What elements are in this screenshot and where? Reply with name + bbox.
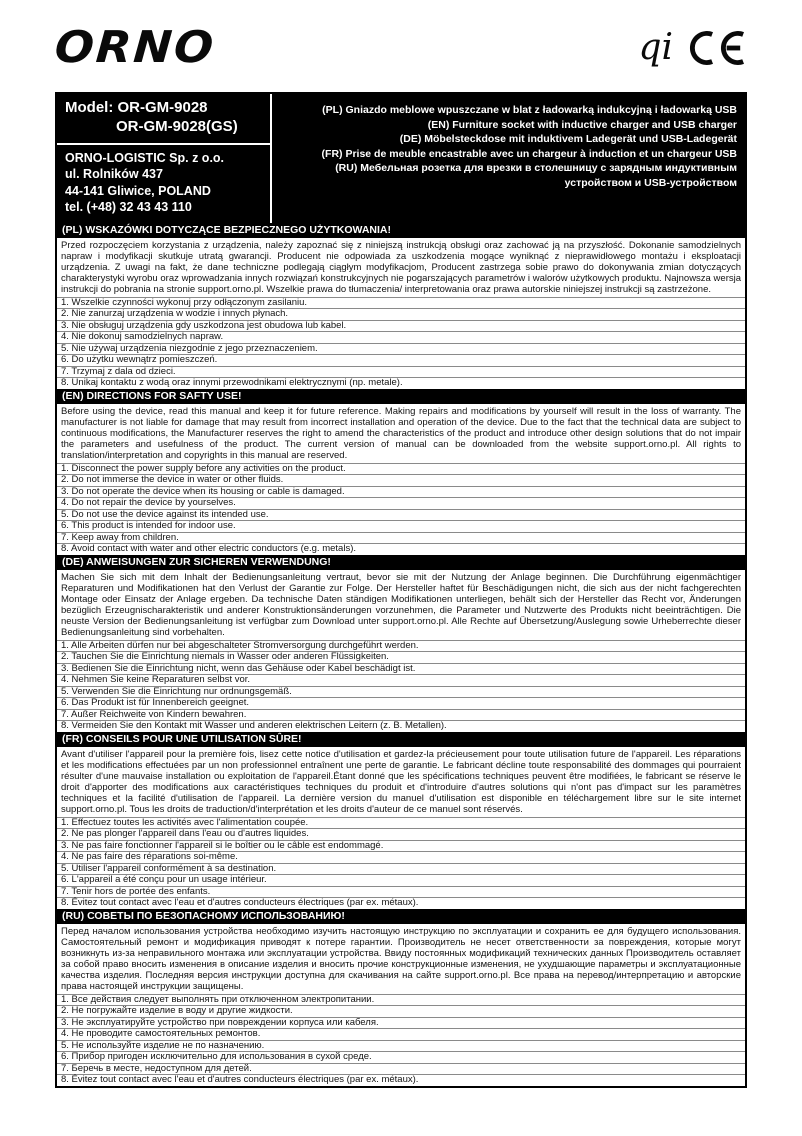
company-name: ORNO-LOGISTIC Sp. z o.o.: [65, 150, 225, 165]
qi-wireless-charging-icon: qi: [638, 27, 673, 68]
product-name-de: (DE) Möbelsteckdose mit induktivem Ladegerät und USB-Ladegerät: [399, 133, 737, 145]
list-item: 4. Nie dokonuj samodzielnych napraw.: [57, 332, 745, 344]
company-address: [57, 145, 270, 223]
list-item: 7. Außer Reichweite von Kindern bewahren.: [57, 710, 745, 722]
section-pl: [57, 223, 745, 389]
section-paragraph: Before using the device, read this manual and keep it for future reference. Making repairs and modifications by yourself will result in the loss of warranty. The manufacturer is not liable for damage that may result from incorrect installation and operation of the device. Due to the fact that the technical data are subject to continuous modifications, the Manufacturer reserves the right to amend the characteristics of the product and introduce other design solutions that do not impair the parameters and usefulness of the product. The current version of manual can be downloaded from the website support.orno.pl. All rights to translation/interpretation and copyrights in this manual are reserved.: [57, 404, 745, 464]
list-item: 1. Disconnect the power supply before any activities on the product.: [57, 464, 745, 476]
product-name-ru: (RU) Мебельная розетка для врезки в столешницу с зарядным индуктивным устройством и USB-устройством: [335, 162, 737, 189]
section-body-de: [57, 570, 745, 732]
section-body-en: [57, 404, 745, 555]
list-item: 3. Nie obsługuj urządzenia gdy uszkodzona jest obudowa lub kabel.: [57, 321, 745, 333]
list-item: 8. Vermeiden Sie den Kontakt mit Wasser und anderen elektrischen Leitern (z. B. Metallen).: [61, 720, 447, 731]
company-phone: tel. (+48) 32 43 43 110: [65, 200, 192, 214]
list-item: 3. Не эксплуатируйте устройство при повреждении корпуса или кабеля.: [57, 1018, 745, 1030]
section-paragraph: Machen Sie sich mit dem Inhalt der Bedienungsanleitung vertraut, bevor sie mit der Nutzung der Anlage beginnen. Die Durchführung eigenmächtiger Reparaturen und Modifikationen hat den Verlust der Garantie zur Folge. Der Hersteller haftet für Beschädigungen nicht, die sich aus der nicht fachgerechten Montage oder Einsatz der Anlage ergeben. Da technische Daten ständigen Modifikationen unterliegen, behält sich der Hersteller das Recht vor, Änderungen bezüglich Erzeugnischarakteristik und anderer Konstruktionsänderungen vorzunehmen, die Parameter und Nutzwerte des Produkts nicht beeinträchtigen. Die neuste Version der Bedienungsanleitung ist verfügbar zum Download unter support.orno.pl. Alle Rechte auf Übersetzung/Auslegung sowie Urheberrechte dieser Bedienungsanleitung sind vorbehalten.: [57, 570, 745, 641]
list-item: 2. Tauchen Sie die Einrichtung niemals in Wasser oder anderen Flüssigkeiten.: [57, 652, 745, 664]
list-item: 8. Avoid contact with water and other electric conductors (e.g. metals).: [61, 543, 356, 554]
list-item: 5. Do not use the device against its intended use.: [57, 510, 745, 522]
model-address-column: [57, 94, 272, 223]
list-item: 2. Ne pas plonger l'appareil dans l'eau ou d'autres liquides.: [57, 829, 745, 841]
section-header-de: (DE) ANWEISUNGEN ZUR SICHEREN VERWENDUNG!: [57, 555, 745, 570]
list-item: 7. Trzymaj z dala od dzieci.: [57, 367, 745, 379]
section-paragraph: Przed rozpoczęciem korzystania z urządzenia, należy zapoznać się z niniejszą instrukcją obsługi oraz zachować ją na przyszłość. Dokonanie samodzielnych napraw i modyfikacji skutkuje utratą gwarancji. Producent nie odpowiada za uszkodzenia mogące wyniknąć z nieprawidłowego montażu i eksploatacji urządzenia. Z uwagi na fakt, że dane techniczne podlegają ciągłym modyfikacjom, Producent zastrzega sobie prawo do dokonywania zmian dotyczących charakterystyki wyrobu oraz wprowadzania innych rozwiązań konstrukcyjnych nie pogarszających parametrów i walorów użytkowych produktu. Najnowsza wersja instrukcji do pobrania na stronie support.orno.pl. Wszelkie prawa do tłumaczenia/ interpretowania oraz prawa autorskie niniejszej instrukcji są zastrzeżone.: [57, 238, 745, 298]
list-item: 1. Все действия следует выполнять при отключенном электропитании.: [57, 995, 745, 1007]
section-paragraph: Avant d'utiliser l'appareil pour la première fois, lisez cette notice d'utilisation et gardez-la précieusement pour toute utilisation future de l'appareil. Les réparations et les modifications effectuées par un non professionnel entraînent une perte de garantie. Le fabricant décline toute responsabilité des dommages qui pourraient résulter d'une mauvaise installation ou exploitation de l'appareil.Étant donné que les spécifications techniques peuvent être modifiées, le fabricant se réserve le droit d'apporter des modifications aux caractéristiques techniques du produit et d'introduire d'autres solutions qui n'ont pas d'impact sur les paramètres techniques et la facilité d'utilisation de l'appareil. La dernière version du manuel d'utilisation est disponible en téléchargement libre sur le site internet support.orno.pl. Tous les droits de traduction/d'interprétation et les droits d'auteur de ce manuel sont réservés.: [57, 747, 745, 818]
top-header: [55, 16, 747, 92]
list-item: 4. Ne pas faire des réparations soi-même.: [57, 852, 745, 864]
model-info-bar: [57, 94, 745, 223]
list-item: 8. Évitez tout contact avec l'eau et d'autres conducteurs électriques (par ex. métaux).: [61, 897, 419, 908]
section-body-pl: [57, 238, 745, 389]
ce-mark-icon: [685, 28, 747, 68]
list-item: 2. Не погружайте изделие в воду и другие жидкости.: [57, 1006, 745, 1018]
list-item: 3. Do not operate the device when its housing or cable is damaged.: [57, 487, 745, 499]
list-item: 4. Nehmen Sie keine Reparaturen selbst vor.: [57, 675, 745, 687]
list-item: 6. L'appareil a été conçu pour un usage intérieur.: [57, 875, 745, 887]
model-number-1: OR-GM-9028: [117, 99, 208, 116]
list-item: 7. Беречь в месте, недоступном для детей.: [57, 1064, 745, 1076]
list-item: 3. Ne pas faire fonctionner l'appareil si le boîtier ou le câble est endommagé.: [57, 841, 745, 853]
section-header-fr: (FR) CONSEILS POUR UNE UTILISATION SÛRE!: [57, 732, 745, 747]
section-body-fr: [57, 747, 745, 909]
list-item: 2. Do not immerse the device in water or other fluids.: [57, 475, 745, 487]
orno-logo: ORNO: [53, 21, 217, 73]
section-header-ru: (RU) СОВЕТЫ ПО БЕЗОПАСНОМУ ИСПОЛЬЗОВАНИЮ!: [57, 909, 745, 924]
list-item: 8. Évitez tout contact avec l'eau et d'autres conducteurs électriques (par ex. métaux).: [61, 1074, 419, 1085]
section-header-pl: (PL) WSKAZÓWKI DOTYCZĄCE BEZPIECZNEGO UŻYTKOWANIA!: [57, 223, 745, 238]
section-fr: [57, 732, 745, 909]
certification-marks: [638, 28, 747, 68]
product-name-fr: (FR) Prise de meuble encastrable avec un chargeur à induction et un chargeur USB: [321, 147, 737, 160]
model-label: Model:: [65, 99, 114, 116]
list-item: 1. Wszelkie czynności wykonuj przy odłączonym zasilaniu.: [57, 298, 745, 310]
company-city: 44-141 Gliwice, POLAND: [65, 183, 211, 198]
list-item: 5. Не используйте изделие не по назначению.: [57, 1041, 745, 1053]
section-en: [57, 389, 745, 555]
list-item: 6. This product is intended for indoor use.: [57, 521, 745, 533]
list-item: 4. Do not repair the device by yourselves.: [57, 498, 745, 510]
list-item: 6. Do użytku wewnątrz pomieszczeń.: [57, 355, 745, 367]
section-body-ru: [57, 924, 745, 1086]
list-item: 5. Utiliser l'appareil conformément à sa destination.: [57, 864, 745, 876]
document-body: [55, 92, 747, 1088]
model-line-1: [65, 99, 262, 118]
list-item: 5. Verwenden Sie die Einrichtung nur ordnungsgemäß.: [57, 687, 745, 699]
list-item: 1. Effectuez toutes les activités avec l'alimentation coupée.: [57, 818, 745, 830]
section-ru: [57, 909, 745, 1086]
list-item: 3. Bedienen Sie die Einrichtung nicht, wenn das Gehäuse oder Kabel beschädigt ist.: [57, 664, 745, 676]
list-item: 2. Nie zanurzaj urządzenia w wodzie i innych płynach.: [57, 309, 745, 321]
list-item: 6. Прибор пригоден исключительно для использования в сухой среде.: [57, 1052, 745, 1064]
product-name-pl: (PL) Gniazdo meblowe wpuszczane w blat z ładowarką indukcyjną i ładowarką USB: [322, 104, 737, 116]
list-item: 5. Nie używaj urządzenia niezgodnie z jego przeznaczeniem.: [57, 344, 745, 356]
model-number-2: OR-GM-9028(GS): [116, 117, 238, 135]
list-item: 8. Unikaj kontaktu z wodą oraz innymi przewodnikami elektrycznymi (np. metale).: [61, 377, 403, 388]
company-street: ul. Rolników 437: [65, 167, 163, 181]
model-block: [57, 94, 270, 145]
product-names-column: [272, 94, 745, 223]
list-item: 4. Не проводите самостоятельных ремонтов.: [57, 1029, 745, 1041]
list-item: 7. Tenir hors de portée des enfants.: [57, 887, 745, 899]
section-de: [57, 555, 745, 732]
section-paragraph: Перед началом использования устройства необходимо изучить настоящую инструкцию по эксплуатации и сохранить ее для будущего использования. Самостоятельный ремонт и модификация приводят к потере гарантии. Производитель не несет ответственности за повреждения, которые могут возникнуть из-за неправильного монтажа или эксплуатации устройства. Ввиду постоянных модификаций технических данных Производитель оставляет за собой право вносить изменения в описание изделия и вносить прочие конструкционные изменения, не ухудшающие параметры и эксплуатационные качества изделия. Последняя версия инструкции доступна для скачивания на сайте support.orno.pl. Все права на перевод/интерпретацию и авторские права настоящей инструкции защищены.: [57, 924, 745, 995]
list-item: 1. Alle Arbeiten dürfen nur bei abgeschalteter Stromversorgung durchgeführt werden.: [57, 641, 745, 653]
section-header-en: (EN) DIRECTIONS FOR SAFTY USE!: [57, 389, 745, 404]
list-item: 7. Keep away from children.: [57, 533, 745, 545]
product-name-en: (EN) Furniture socket with inductive charger and USB charger: [427, 118, 737, 131]
list-item: 6. Das Produkt ist für Innenbereich geeignet.: [57, 698, 745, 710]
